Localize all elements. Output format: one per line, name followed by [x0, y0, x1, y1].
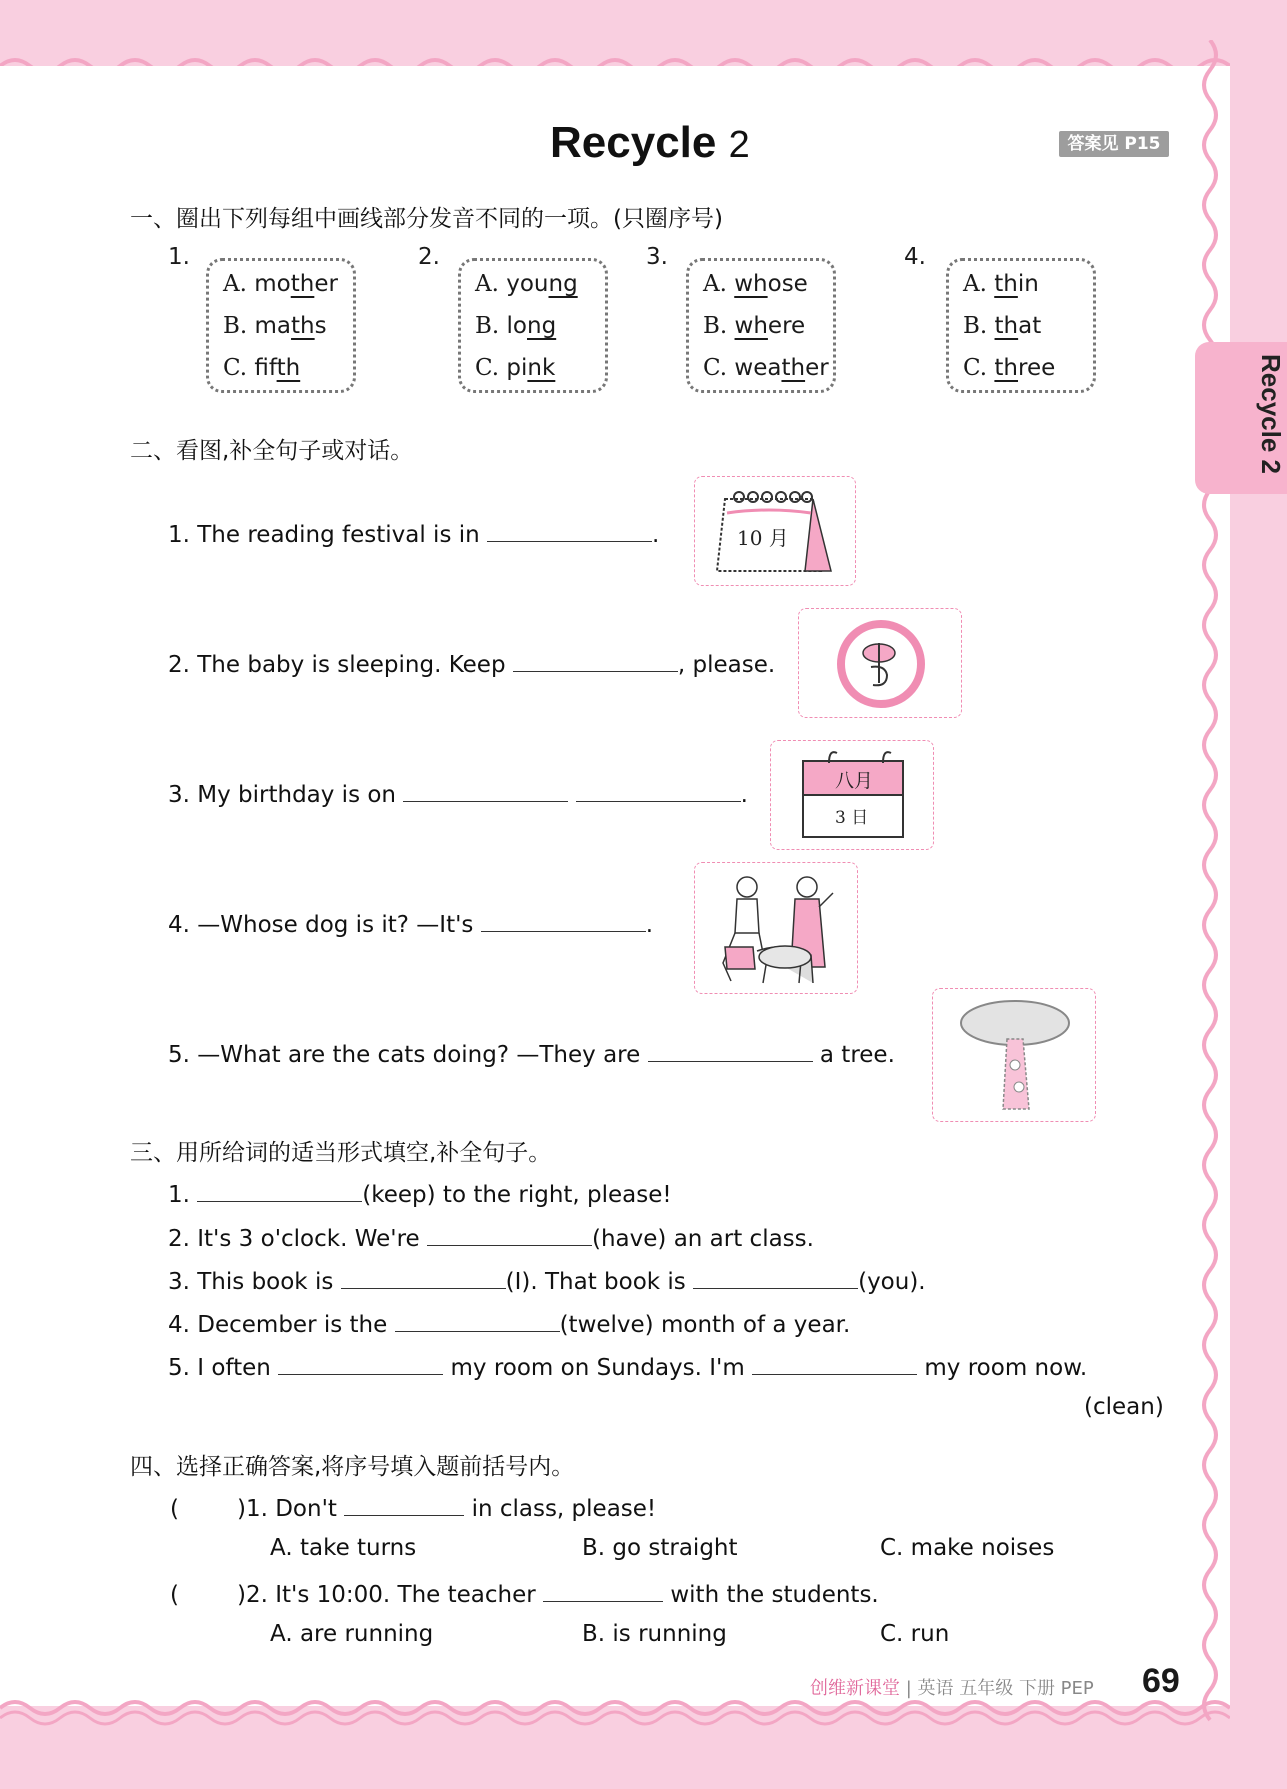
s3-clean-hint: (clean) [1084, 1394, 1164, 1420]
s4-q1-option-a[interactable]: A. take turns [270, 1535, 417, 1561]
s3-item4: 4. December is the (twelve) month of a year. [168, 1308, 850, 1338]
answer-reference-badge: 答案见 P15 [1059, 131, 1169, 157]
answer-blank[interactable] [278, 1351, 443, 1375]
option-a[interactable]: A. mother [223, 271, 338, 297]
s3-item1: 1. (keep) to the right, please! [168, 1178, 672, 1208]
answer-blank[interactable] [403, 778, 568, 802]
option-c[interactable]: C. weather [703, 355, 829, 381]
answer-blank[interactable] [341, 1265, 506, 1289]
option-c[interactable]: C. fifth [223, 355, 301, 381]
s2-item3: 3. My birthday is on . [168, 778, 748, 808]
calendar-october-picture [694, 476, 856, 586]
s2-item5: 5. —What are the cats doing? —They are a tree. [168, 1038, 895, 1068]
s2-item4: 4. —Whose dog is it? —It's . [168, 908, 653, 938]
group3-options [686, 258, 836, 393]
s2-item2: 2. The baby is sleeping. Keep , please. [168, 648, 775, 678]
side-tab-recycle: Recycle 2 [1195, 342, 1287, 494]
option-a[interactable]: A. whose [703, 271, 808, 297]
section1-heading: 一、圈出下列每组中画线部分发音不同的一项。(只圈序号) [130, 206, 723, 232]
s4-q1-option-b[interactable]: B. go straight [582, 1535, 738, 1561]
section2-heading: 二、看图,补全句子或对话。 [130, 438, 414, 464]
answer-blank[interactable] [487, 518, 652, 542]
answer-blank[interactable] [197, 1178, 362, 1202]
option-b[interactable]: B. that [963, 313, 1042, 339]
quiet-sign-picture [798, 608, 962, 718]
calendar-august-picture [770, 740, 934, 850]
answer-blank[interactable] [648, 1038, 813, 1062]
answer-blank[interactable] [576, 778, 741, 802]
group2-options [458, 258, 608, 393]
answer-paren-close[interactable]: ) [236, 1582, 246, 1608]
group1-options [206, 258, 356, 393]
section4-heading: 四、选择正确答案,将序号填入题前括号内。 [130, 1454, 575, 1480]
s4-question2: ( )2. It's 10:00. The teacher with the students. [170, 1578, 879, 1608]
option-b[interactable]: B. long [475, 313, 557, 339]
cats-in-tree-picture [932, 988, 1096, 1122]
option-b[interactable]: B. maths [223, 313, 327, 339]
calendar-day-text: 3 日 [835, 808, 869, 828]
s4-q2-option-a[interactable]: A. are running [270, 1621, 434, 1647]
option-b[interactable]: B. where [703, 313, 806, 339]
answer-blank[interactable] [427, 1222, 592, 1246]
answer-blank[interactable] [395, 1308, 560, 1332]
s3-item5: 5. I often my room on Sundays. I'm my room now. [168, 1351, 1087, 1381]
calendar-month-text: 八月 [835, 770, 874, 792]
s4-question1: ( )1. Don't in class, please! [170, 1492, 656, 1522]
answer-blank[interactable] [543, 1578, 663, 1602]
answer-blank[interactable] [481, 908, 646, 932]
s3-item2: 2. It's 3 o'clock. We're (have) an art class. [168, 1222, 814, 1252]
s4-q2-option-c[interactable]: C. run [880, 1621, 950, 1647]
group3-number: 3. [646, 244, 668, 270]
s4-q2-option-b[interactable]: B. is running [582, 1621, 727, 1647]
footer-brand: 创维新课堂 | 英语 五年级 下册 PEP [810, 1678, 1094, 1699]
page-title: Recycle 2 [550, 118, 750, 167]
answer-blank[interactable] [513, 648, 678, 672]
calendar-text: 10 月 [737, 526, 789, 550]
answer-blank[interactable] [344, 1492, 464, 1516]
option-c[interactable]: C. pink [475, 355, 556, 381]
option-a[interactable]: A. young [475, 271, 578, 297]
answer-blank[interactable] [693, 1265, 858, 1289]
option-a[interactable]: A. thin [963, 271, 1039, 297]
group4-options [946, 258, 1096, 393]
answer-paren-open[interactable]: ( [170, 1496, 179, 1522]
page-number: 69 [1142, 1662, 1180, 1700]
answer-blank[interactable] [752, 1351, 917, 1375]
option-c[interactable]: C. three [963, 355, 1056, 381]
group1-number: 1. [168, 244, 190, 270]
s4-q1-option-c[interactable]: C. make noises [880, 1535, 1055, 1561]
answer-paren-close[interactable]: ) [236, 1496, 246, 1522]
couple-with-dog-picture [694, 862, 858, 994]
s2-item1: 1. The reading festival is in . [168, 518, 659, 548]
answer-paren-open[interactable]: ( [170, 1582, 179, 1608]
group4-number: 4. [904, 244, 926, 270]
section3-heading: 三、用所给词的适当形式填空,补全句子。 [130, 1140, 552, 1166]
group2-number: 2. [418, 244, 440, 270]
s3-item3: 3. This book is (I). That book is (you). [168, 1265, 926, 1295]
